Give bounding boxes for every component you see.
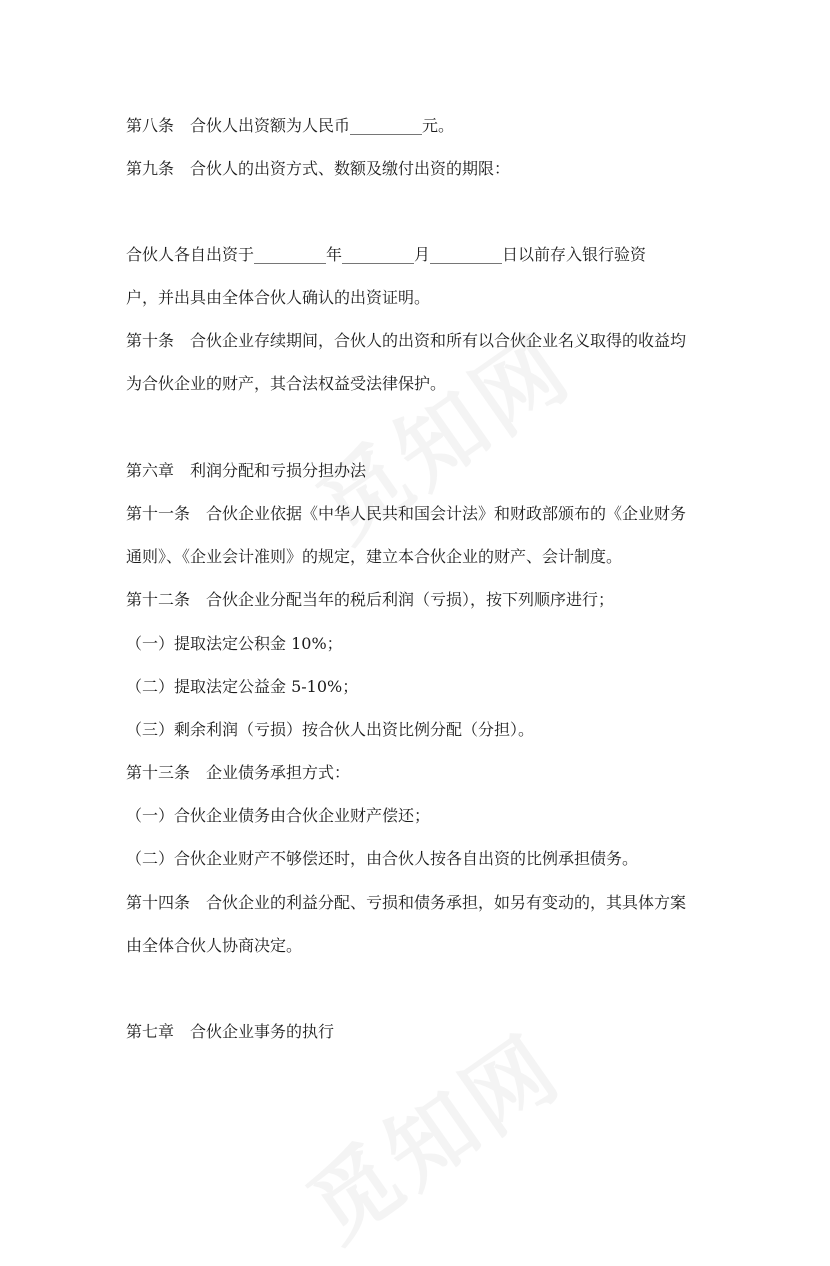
list-item: （一）合伙企业债务由合伙企业财产偿还； bbox=[126, 806, 431, 825]
paragraph-line: 合伙人各自出资于_________年_________月_________日以前存入银行验资 bbox=[126, 245, 647, 264]
article-10: 第十条 合伙企业存续期间，合伙人的出资和所有以合伙企业名义取得的收益均 bbox=[126, 331, 687, 350]
list-item: （二）提取法定公益金 5-10%； bbox=[126, 677, 359, 696]
article-12: 第十二条 合伙企业分配当年的税后利润（亏损），按下列顺序进行； bbox=[126, 590, 615, 609]
list-item: （三）剩余利润（亏损）按合伙人出资比例分配（分担）。 bbox=[126, 720, 535, 739]
article-11: 第十一条 合伙企业依据《中华人民共和国会计法》和财政部颁布的《企业财务 bbox=[126, 504, 687, 523]
paragraph-line: 户，并出具由全体合伙人确认的出资证明。 bbox=[126, 288, 431, 307]
paragraph-line: 由全体合伙人协商决定。 bbox=[126, 936, 303, 955]
chapter-6-heading: 第六章 利润分配和亏损分担办法 bbox=[126, 461, 367, 480]
paragraph-line: 为合伙企业的财产，其合法权益受法律保护。 bbox=[126, 374, 447, 393]
article-8: 第八条 合伙人出资额为人民币_________元。 bbox=[126, 116, 455, 135]
list-item: （一）提取法定公积金 10%； bbox=[126, 634, 343, 653]
chapter-7-heading: 第七章 合伙企业事务的执行 bbox=[126, 1022, 335, 1041]
article-9: 第九条 合伙人的出资方式、数额及缴付出资的期限： bbox=[126, 159, 511, 178]
list-item: （二）合伙企业财产不够偿还时，由合伙人按各自出资的比例承担债务。 bbox=[126, 849, 639, 868]
article-13: 第十三条 企业债务承担方式： bbox=[126, 763, 351, 782]
article-14: 第十四条 合伙企业的利益分配、亏损和债务承担，如另有变动的，其具体方案 bbox=[126, 893, 687, 912]
paragraph-line: 通则》、《企业会计准则》的规定，建立本合伙企业的财产、会计制度。 bbox=[126, 547, 623, 566]
